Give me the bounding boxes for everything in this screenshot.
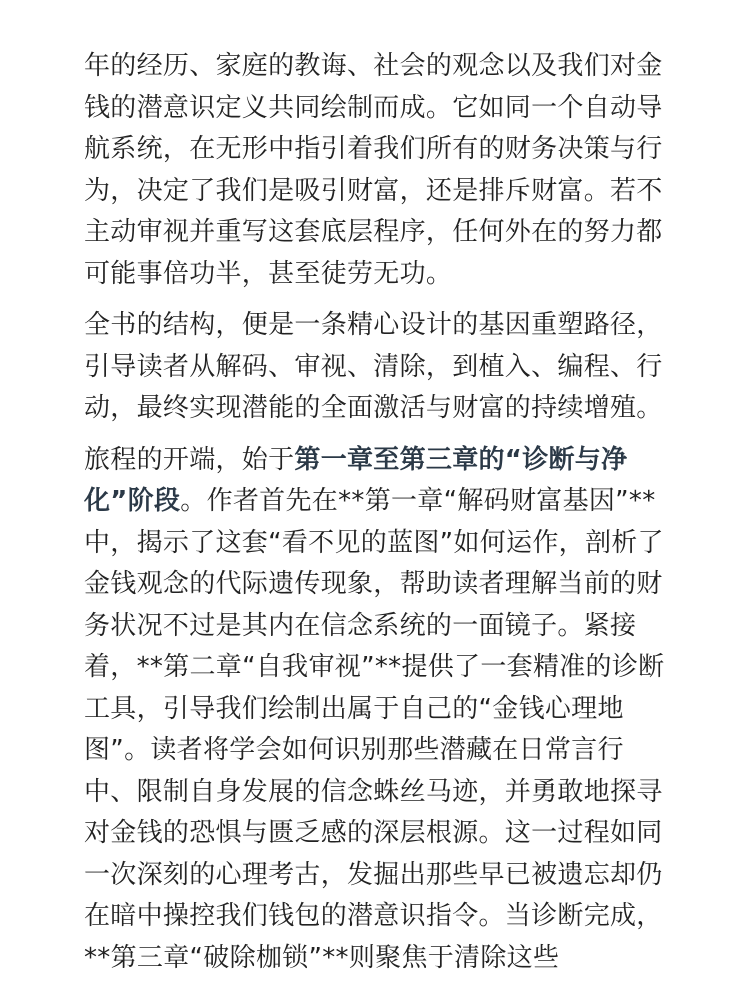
- text-segment: 全书的结构，便是一条精心设计的基因重塑路径，引导读者从解码、审视、清除，到植入、编程、行动，最终实现潜能的全面激活与财富的持续增殖。: [84, 310, 663, 423]
- text-segment: 。作者首先在**第一章“解码财富基因”**中，揭示了这套“看不见的蓝图”如何运作，剖析了金钱观念的代际遗传现象，帮助读者理解当前的财务状况不过是其内在信念系统的一面镜子。紧接着，**第二章“自我审视”**提供了一套精准的诊断工具，引导我们绘制出属于自己的“金钱心理地图”。读者将学会如何识别那些潜藏在日常言行中、限制自身发展的信念蛛丝马迹，并勇敢地探寻对金钱的恐惧与匮乏感的深层根源。这一过程如同一次深刻的心理考古，发掘出那些早已被遗忘却仍在暗中操控我们钱包的潜意识指令。当诊断完成，**第三章“破除枷锁”**则聚焦于清除这些: [84, 486, 665, 973]
- article-body: [84, 46, 674, 979]
- highlighted-phrase: 第一章至第三章的“诊断与净化”阶段: [84, 444, 628, 516]
- paragraph-journey: [84, 440, 674, 980]
- paragraph-structure: [84, 305, 674, 430]
- paragraph-intro: [84, 46, 674, 295]
- text-segment: 年的经历、家庭的教诲、社会的观念以及我们对金钱的潜意识定义共同绘制而成。它如同一个自动导航系统，在无形中指引着我们所有的财务决策与行为，决定了我们是吸引财富，还是排斥财富。若不主动审视并重写这套底层程序，任何外在的努力都可能事倍功半，甚至徒劳无功。: [84, 51, 663, 289]
- text-segment: 旅程的开端，始于: [84, 444, 295, 475]
